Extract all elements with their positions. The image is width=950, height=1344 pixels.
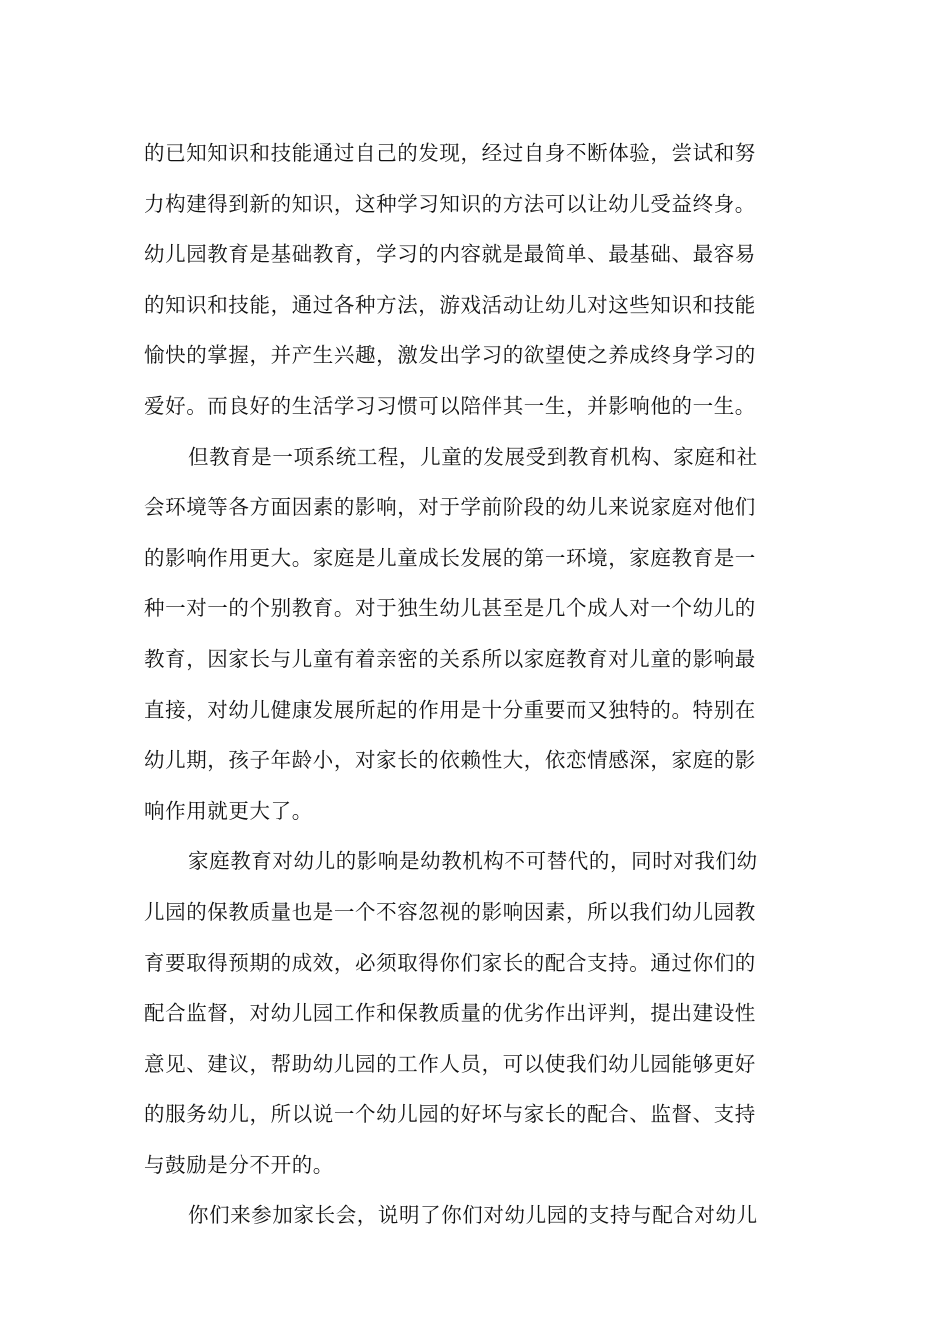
- paragraph-start-line: 但教育是一项系统工程，儿童的发展受到教育机构、家庭和社: [188, 444, 758, 469]
- text-line: 爱好。而良好的生活学习习惯可以陪伴其一生，并影响他的一生。: [144, 393, 756, 418]
- text-line: 幼儿期，孩子年龄小，对家长的依赖性大，依恋情感深，家庭的影: [144, 748, 756, 773]
- text-line: 配合监督，对幼儿园工作和保教质量的优劣作出评判，提出建设性: [144, 1001, 756, 1026]
- text-line: 种一对一的个别教育。对于独生幼儿甚至是几个成人对一个幼儿的: [144, 596, 756, 621]
- text-line: 教育，因家长与儿童有着亲密的关系所以家庭教育对儿童的影响最: [144, 646, 756, 671]
- paragraph-start-line: 家庭教育对幼儿的影响是幼教机构不可替代的，同时对我们幼: [188, 849, 758, 874]
- text-line: 意见、建议，帮助幼儿园的工作人员，可以使我们幼儿园能够更好: [144, 1051, 756, 1076]
- text-line: 力构建得到新的知识，这种学习知识的方法可以让幼儿受益终身。: [144, 191, 756, 216]
- text-line: 与鼓励是分不开的。: [144, 1152, 334, 1177]
- body-text: [144, 128, 808, 1241]
- text-line: 的服务幼儿，所以说一个幼儿园的好坏与家长的配合、监督、支持: [144, 1102, 756, 1127]
- text-line: 直接，对幼儿健康发展所起的作用是十分重要而又独特的。特别在: [144, 697, 756, 722]
- text-line: 的影响作用更大。家庭是儿童成长发展的第一环境，家庭教育是一: [144, 545, 756, 570]
- text-line: 幼儿园教育是基础教育，学习的内容就是最简单、最基础、最容易: [144, 242, 756, 267]
- text-line: 的知识和技能，通过各种方法，游戏活动让幼儿对这些知识和技能: [144, 292, 756, 317]
- text-line: 的已知知识和技能通过自己的发现，经过自身不断体验，尝试和努: [144, 141, 756, 165]
- text-line: 会环境等各方面因素的影响，对于学前阶段的幼儿来说家庭对他们: [144, 495, 756, 520]
- paragraph-start-line: 你们来参加家长会，说明了你们对幼儿园的支持与配合对幼儿: [188, 1203, 758, 1228]
- text-line: 响作用就更大了。: [144, 798, 313, 823]
- text-line: 育要取得预期的成效，必须取得你们家长的配合支持。通过你们的: [144, 950, 756, 975]
- text-line: 愉快的掌握，并产生兴趣，激发出学习的欲望使之养成终身学习的: [144, 343, 756, 368]
- text-line: 儿园的保教质量也是一个不容忽视的影响因素，所以我们幼儿园教: [144, 899, 756, 924]
